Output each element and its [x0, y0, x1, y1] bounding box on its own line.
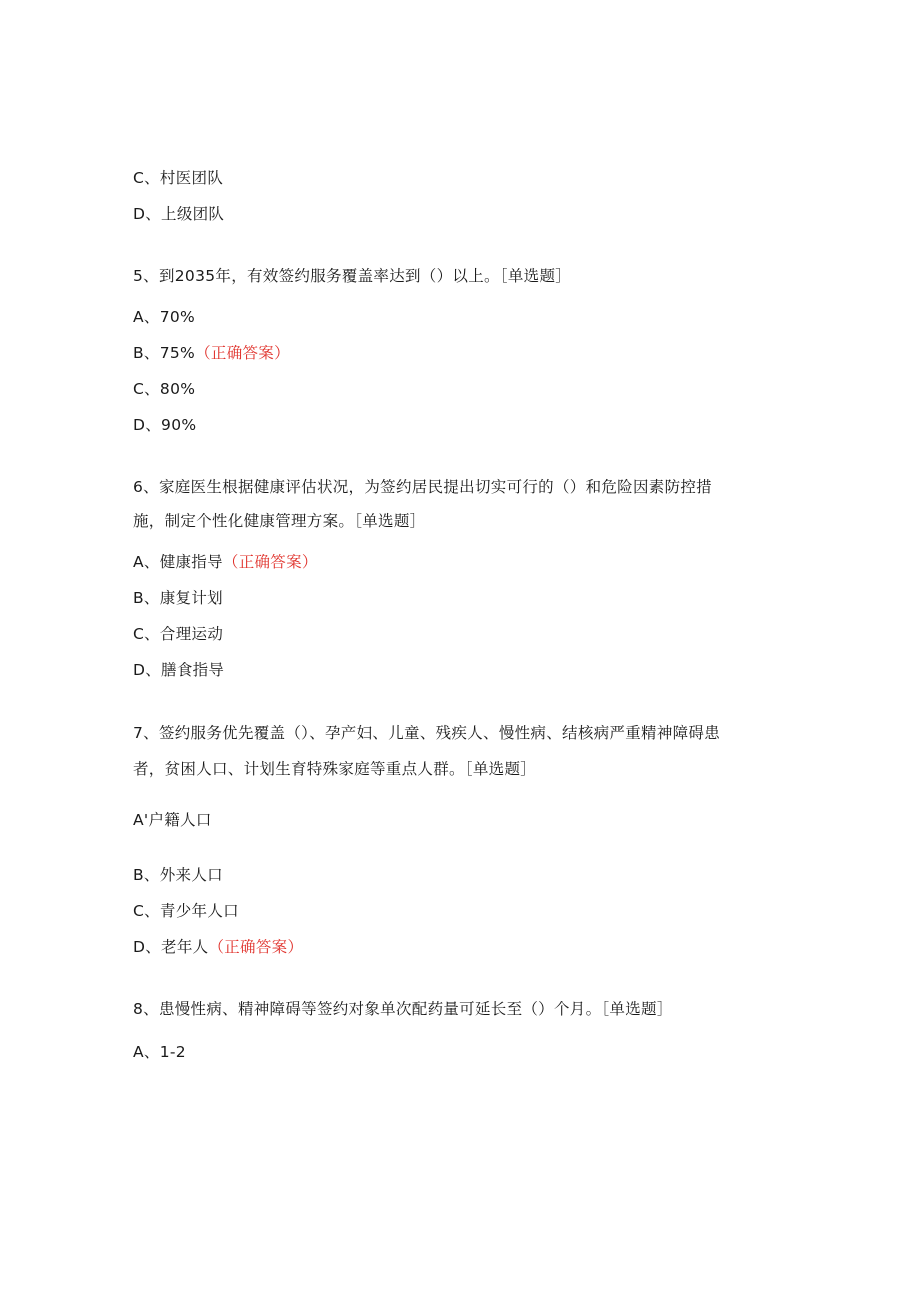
question-line	[133, 723, 720, 743]
question-line	[133, 266, 571, 286]
option-line	[133, 624, 223, 644]
option-line	[133, 343, 290, 363]
line-text: C、80%	[133, 380, 196, 398]
option-line	[133, 415, 196, 435]
question-line	[133, 511, 425, 531]
option-line	[133, 937, 303, 957]
question-line	[133, 477, 712, 497]
line-text: 7、签约服务优先覆盖（）、孕产妇、儿童、残疾人、慢性病、结核病严重精神障碍患	[133, 724, 721, 742]
option-line	[133, 901, 239, 921]
line-text: 施，制定个性化健康管理方案。［单选题］	[133, 512, 426, 530]
line-text: A、70%	[133, 308, 196, 326]
option-line	[133, 168, 223, 188]
option-line	[133, 552, 318, 572]
line-text: C、青少年人口	[133, 902, 239, 920]
option-line	[133, 660, 224, 680]
line-text: A、1-2	[133, 1043, 186, 1061]
line-text: D、上级团队	[133, 205, 225, 223]
correct-answer-mark: （正确答案）	[195, 344, 290, 362]
line-text: D、老年人	[133, 938, 209, 956]
option-line	[133, 865, 223, 885]
line-text: B、外来人口	[133, 866, 223, 884]
line-text: 5、到2035年，有效签约服务覆盖率达到（）以上。［单选题］	[133, 267, 572, 285]
question-line	[133, 999, 673, 1019]
correct-answer-mark: （正确答案）	[222, 553, 318, 571]
line-text: C、合理运动	[133, 625, 224, 643]
option-line	[133, 588, 223, 608]
line-text: A、健康指导	[133, 553, 223, 571]
option-line	[133, 1042, 186, 1062]
line-text: B、75%	[133, 344, 196, 362]
correct-answer-mark: （正确答案）	[208, 938, 304, 956]
option-line	[133, 810, 212, 830]
option-line	[133, 204, 224, 224]
line-text: 者，贫困人口、计划生育特殊家庭等重点人群。［单选题］	[133, 760, 537, 778]
line-text: 8、患慢性病、精神障碍等签约对象单次配药量可延长至（）个月。［单选题］	[133, 1000, 673, 1018]
option-line	[133, 307, 195, 327]
line-text: A'户籍人口	[133, 811, 212, 829]
question-line	[133, 759, 536, 779]
line-text: C、村医团队	[133, 169, 224, 187]
line-text: 6、家庭医生根据健康评估状况，为签约居民提出切实可行的（）和危险因素防控措	[133, 478, 712, 496]
line-text: B、康复计划	[133, 589, 223, 607]
line-text: D、90%	[133, 416, 197, 434]
option-line	[133, 379, 195, 399]
line-text: D、膳食指导	[133, 661, 225, 679]
